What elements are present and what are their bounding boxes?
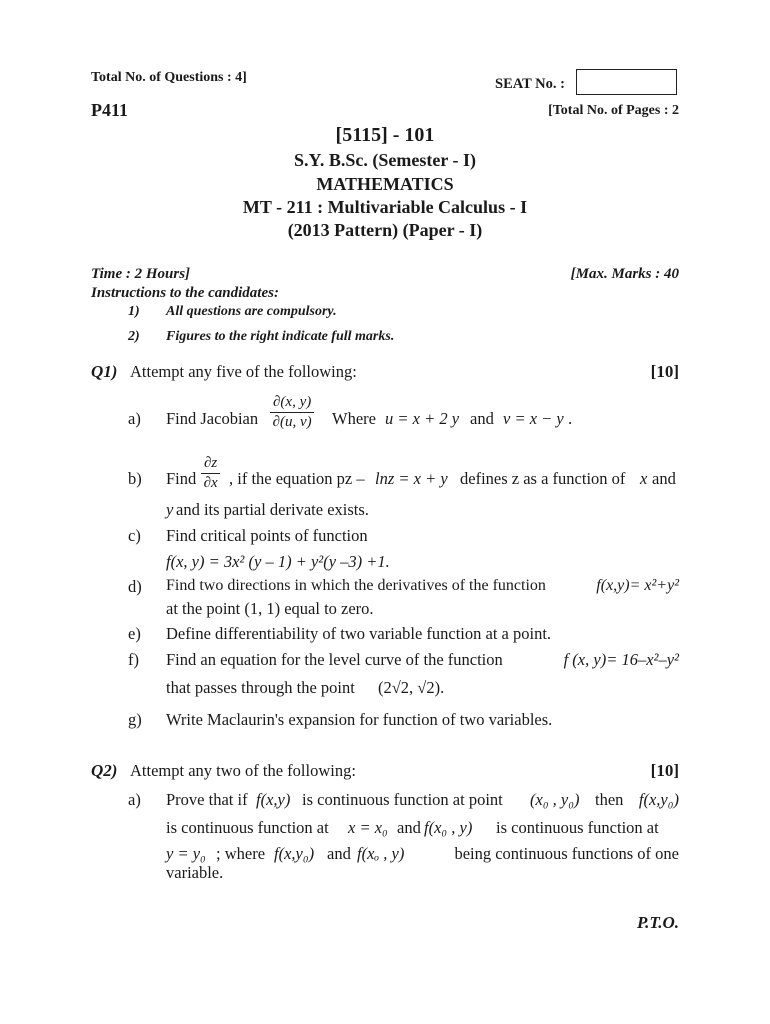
fraction-numerator: ∂z xyxy=(201,455,220,474)
seat-label: SEAT No. : xyxy=(495,76,565,92)
q2-marks: [10] xyxy=(650,761,679,780)
jacobian-fraction xyxy=(270,394,314,431)
item-text: Write Maclaurin's expansion for function of two variables. xyxy=(166,710,553,729)
equation: (x₀ , y₀) xyxy=(530,790,580,809)
equation: y = y₀ xyxy=(166,844,206,863)
total-questions: Total No. of Questions : 4] xyxy=(91,70,247,85)
item-text: and xyxy=(327,844,351,863)
item-label: a) xyxy=(128,790,141,809)
page-turn-note: P.T.O. xyxy=(636,913,679,932)
item-text: that passes through the point xyxy=(166,678,355,697)
instruction-number: 1) xyxy=(128,304,140,319)
subject-title: MATHEMATICS xyxy=(316,174,454,194)
variable: y xyxy=(166,500,174,519)
partial-derivative-fraction xyxy=(201,455,220,492)
item-label: a) xyxy=(128,409,141,428)
q2-prompt: Attempt any two of the following: xyxy=(130,761,356,780)
pattern-title: (2013 Pattern) (Paper - I) xyxy=(287,220,483,240)
exam-time: Time : 2 Hours] xyxy=(91,266,191,282)
item-text: Find an equation for the level curve of the function xyxy=(166,650,503,669)
item-label: b) xyxy=(128,469,142,488)
instruction-text: Figures to the right indicate full marks. xyxy=(166,329,395,344)
item-text: defines z as a function of xyxy=(460,469,626,488)
total-pages: [Total No. of Pages : 2 xyxy=(548,103,679,118)
item-text: variable. xyxy=(166,863,224,882)
item-label: d) xyxy=(128,577,142,596)
equation: f(x,y) xyxy=(256,790,291,809)
variable: x xyxy=(640,469,648,488)
item-text: and xyxy=(470,409,494,428)
exam-code: [5115] - 101 xyxy=(335,124,435,146)
item-text: being continuous functions of one xyxy=(454,844,679,863)
q1-prompt: Attempt any five of the following: xyxy=(130,362,357,381)
equation: f(x,y₀) xyxy=(274,844,315,863)
item-text: Find two directions in which the derivatives of the function xyxy=(166,577,546,594)
q1-label: Q1) xyxy=(91,362,118,381)
item-text: and xyxy=(397,818,421,837)
paper-code: P411 xyxy=(91,100,129,120)
item-text: Prove that if xyxy=(166,790,248,809)
instruction-number: 2) xyxy=(128,329,140,344)
item-text: is continuous function at xyxy=(496,818,659,837)
fraction-denominator: ∂(u, v) xyxy=(272,414,312,430)
equation: (2√2, √2). xyxy=(378,678,445,697)
equation: u = x + 2 y xyxy=(385,409,460,428)
equation: lnz = x + y xyxy=(375,469,448,488)
equation: f(x,y₀) xyxy=(638,790,679,809)
item-text: , if the equation pz – xyxy=(229,469,365,488)
item-text: Find xyxy=(166,469,197,488)
item-label: f) xyxy=(128,650,139,669)
item-text: and xyxy=(652,469,676,488)
equation: f (x, y)= 16–x²–y² xyxy=(563,650,679,669)
item-text: . xyxy=(568,409,573,428)
item-text: Find critical points of function xyxy=(166,526,368,545)
max-marks: [Max. Marks : 40 xyxy=(570,266,679,282)
item-label: e) xyxy=(128,624,141,643)
item-text: Find Jacobian xyxy=(166,409,259,428)
paper-title: MT - 211 : Multivariable Calculus - I xyxy=(242,197,528,217)
equation: f(x₀ , y) xyxy=(424,818,473,837)
seat-number-box xyxy=(576,69,677,95)
equation: f(x,y)= x²+y² xyxy=(596,577,679,594)
fraction-numerator: ∂(x, y) xyxy=(270,394,314,413)
q2-label: Q2) xyxy=(91,761,118,780)
equation: f(x, y) = 3x² (y – 1) + y²(y –3) +1. xyxy=(166,552,390,571)
item-text: and its partial derivate exists. xyxy=(176,500,369,519)
item-text: Define differentiability of two variable function at a point. xyxy=(166,624,552,643)
fraction-denominator: ∂x xyxy=(203,475,218,491)
instructions-title: Instructions to the candidates: xyxy=(91,285,279,301)
equation: v = x − y xyxy=(503,409,564,428)
course-title: S.Y. B.Sc. (Semester - I) xyxy=(294,150,476,170)
item-text: then xyxy=(595,790,624,809)
q1-marks: [10] xyxy=(650,362,679,381)
item-label: g) xyxy=(128,710,142,729)
item-text: is continuous function at point xyxy=(302,790,503,809)
item-text: Where xyxy=(332,409,376,428)
instruction-text: All questions are compulsory. xyxy=(166,304,337,319)
equation: f(xₒ , y) xyxy=(357,844,405,863)
item-text: at the point (1, 1) equal to zero. xyxy=(166,599,374,618)
item-text: is continuous function at xyxy=(166,818,329,837)
item-text: ; where xyxy=(216,844,266,863)
item-label: c) xyxy=(128,526,141,545)
equation: x = x₀ xyxy=(348,818,388,837)
